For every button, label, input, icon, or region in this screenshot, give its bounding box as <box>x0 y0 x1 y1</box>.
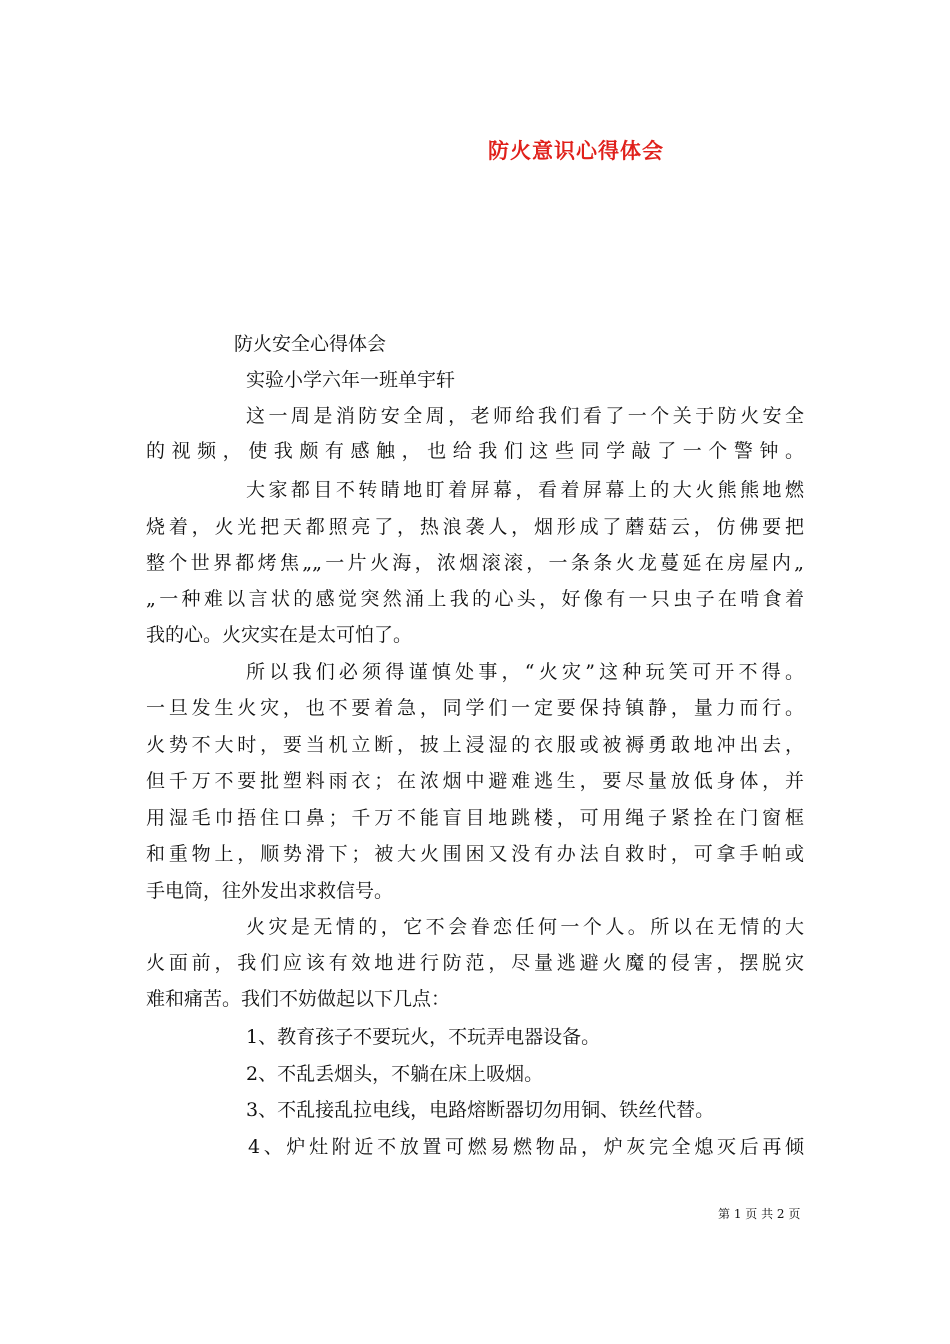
paragraph-2-line-4: „一种难以言状的感觉突然涌上我的心头，好像有一只虫子在啃食着 <box>146 588 804 610</box>
author-line: 实验小学六年一班单宇轩 <box>246 369 456 391</box>
paragraph-2-line-1: 大家都目不转睛地盯着屏幕，看着屏幕上的大火熊熊地燃 <box>246 479 804 501</box>
paragraph-3-line-5: 用湿毛巾捂住口鼻；千万不能盲目地跳楼，可用绳子紧拴在门窗框 <box>146 807 804 829</box>
list-item-3: 3、不乱接乱拉电线，电路熔断器切勿用铜、铁丝代替。 <box>246 1099 715 1121</box>
paragraph-1-line-1: 这一周是消防安全周，老师给我们看了一个关于防火安全 <box>246 405 804 427</box>
paragraph-3-line-1: 所以我们必须得谨慎处事，“火灾”这种玩笑可开不得。 <box>246 661 804 683</box>
paragraph-4-line-2: 火面前，我们应该有效地进行防范，尽量逃避火魔的侵害，摆脱灾 <box>146 952 804 974</box>
paragraph-4-line-1: 火灾是无情的，它不会眷恋任何一个人。所以在无情的大 <box>246 916 804 938</box>
list-item-2: 2、不乱丢烟头，不躺在床上吸烟。 <box>246 1063 544 1085</box>
paragraph-3-line-6: 和重物上，顺势滑下；被大火围困又没有办法自救时，可拿手帕或 <box>146 843 804 865</box>
page-footer: 第 1 页 共 2 页 <box>718 1207 801 1221</box>
paragraph-2-line-5: 我的心。火灾实在是太可怕了。 <box>146 624 413 646</box>
paragraph-2-line-2: 烧着，火光把天都照亮了，热浪袭人，烟形成了蘑菇云，仿佛要把 <box>146 516 804 538</box>
paragraph-3-line-3: 火势不大时，要当机立断，披上浸湿的衣服或被褥勇敢地冲出去， <box>146 734 804 756</box>
paragraph-4-line-3: 难和痛苦。我们不妨做起以下几点： <box>146 988 451 1010</box>
paragraph-3-line-4: 但千万不要批塑料雨衣；在浓烟中避难逃生，要尽量放低身体，并 <box>146 770 804 792</box>
paragraph-2-line-3: 整个世界都烤焦„„一片火海，浓烟滚滚，一条条火龙蔓延在房屋内„ <box>146 552 804 574</box>
paragraph-3-line-2: 一旦发生火灾，也不要着急，同学们一定要保持镇静，量力而行。 <box>146 697 804 719</box>
list-item-4: 4、炉灶附近不放置可燃易燃物品，炉灰完全熄灭后再倾 <box>248 1136 804 1158</box>
paragraph-3-line-7: 手电筒，往外发出求救信号。 <box>146 880 394 902</box>
list-item-1: 1、教育孩子不要玩火，不玩弄电器设备。 <box>246 1026 601 1048</box>
subheading: 防火安全心得体会 <box>234 333 387 355</box>
paragraph-1-line-2: 的视频，使我颇有感触，也给我们这些同学敲了一个警钟。 <box>146 440 804 462</box>
document-title: 防火意识心得体会 <box>488 138 664 163</box>
